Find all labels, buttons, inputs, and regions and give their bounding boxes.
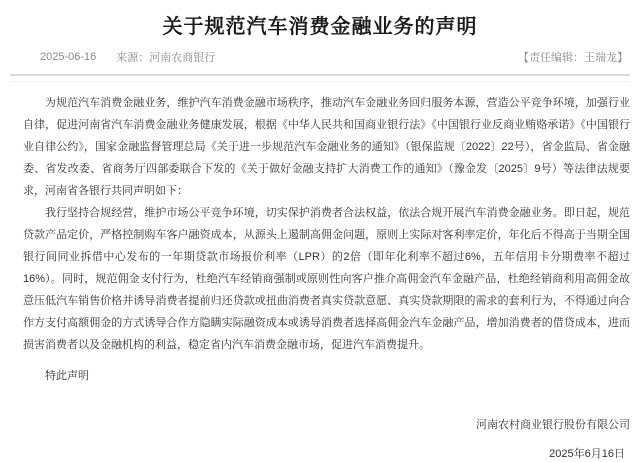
editor-credit: 【责任编辑：王瑞龙】: [518, 52, 628, 64]
body-paragraph-2: 我行坚持合规经营，维护市场公平竞争环境，切实保护消费者合法权益，依法合规开展汽车消费金融业务。即日起，规范贷款产品定价，严格控制购车客户融资成本，从源头上遏制高佣金问题，原则上实际对客利率定价，年化后不得高于当期全国银行间同业拆借中心发布的一年期贷款市场报价利率（LPR）的2倍（即年化利率不超过6%，五年信用卡分期费率不超过16%）。同时，规范佣金支付行为，杜绝汽车经销商强制或原则性向客户推介高佣金汽车金融产品，杜绝经销商利用高佣金故意压低汽车销售价格并诱导消费者提前归还贷款或扭曲消费者真实贷款意愿、真实贷款期限的需求的套利行为，不得通过向合作方支付高额佣金的方式诱导合作方隐瞒实际融资成本或诱导消费者选择高佣金汽车金融产品，增加消费者的借贷成本，进而损害消费者以及金融机构的利益，稳定省内汽车消费金融市场，促进汽车消费提升。: [23, 207, 630, 351]
publish-date: 2025-06-16: [40, 51, 97, 63]
article-body: [0, 82, 640, 462]
page-title: 关于规范汽车消费金融业务的声明: [162, 16, 478, 38]
article-meta-left: [40, 49, 215, 65]
signature-date: 2025年6月16日: [549, 448, 625, 460]
body-paragraph-1: 为规范汽车消费金融业务，维护汽车消费金融市场秩序，推动汽车金融业务回归服务本源，营造公平竞争环境，加强行业自律，促进河南省汽车消费金融业务健康发展，根据《中华人民共和国商业银行法》《中国银行业反商业贿赂承诺》《中国银行业自律公约》，国家金融监督管理总局《关于进一步规范汽车金融业务的通知》（银保监规〔2022〕22号），省金监局、省金融委、省发改委、省商务厅四部委联合下发的《关于做好金融支持扩大消费工作的通知》（豫金发〔2025〕9号）等法律法规要求，河南省各银行共同声明如下：: [23, 97, 630, 197]
signature-company: 河南农村商业银行股份有限公司: [476, 419, 630, 431]
article-source: 来源：河南农商银行: [116, 52, 216, 64]
closing-statement: 特此声明: [45, 370, 89, 382]
signature-block: [23, 417, 630, 462]
article-meta-row: [0, 40, 640, 65]
header-divider: [10, 74, 630, 82]
